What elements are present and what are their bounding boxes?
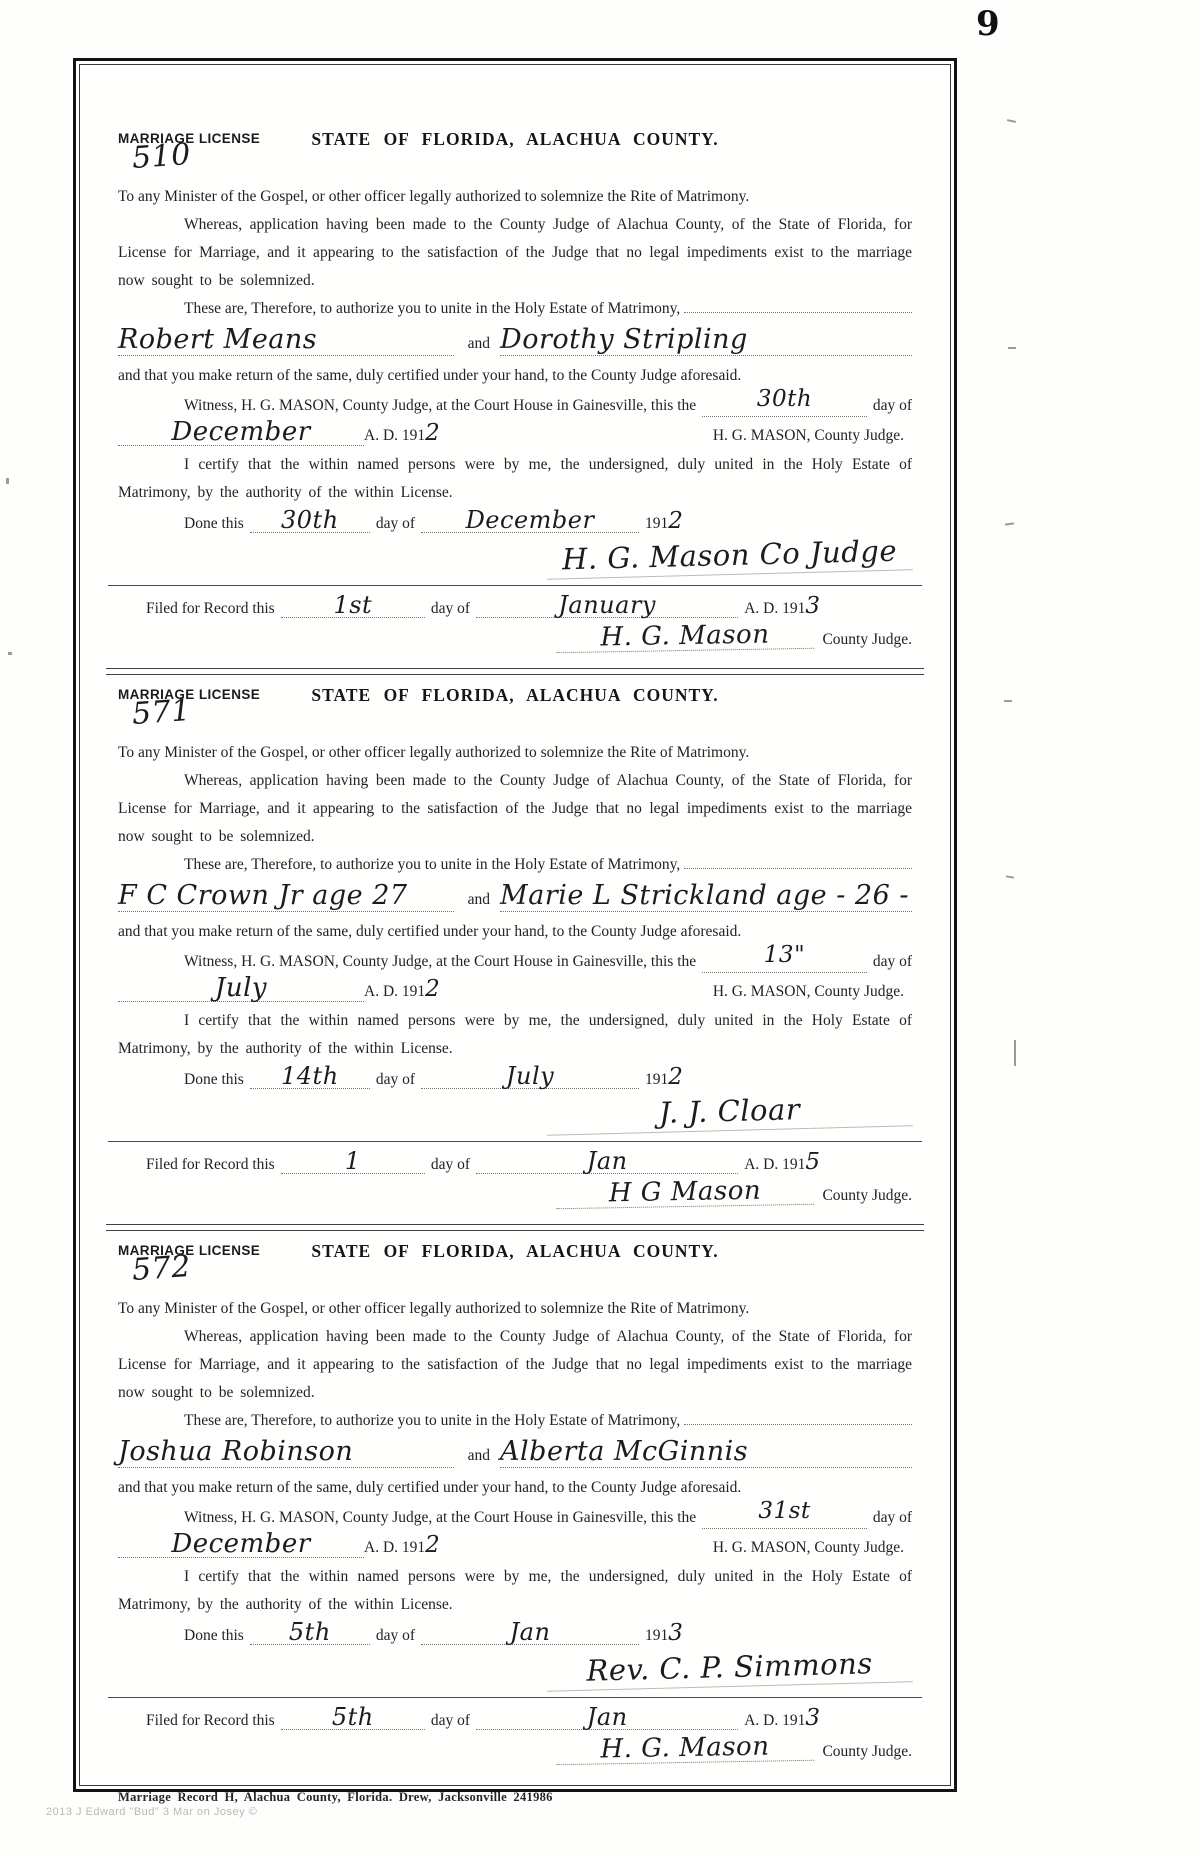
scan-artifact xyxy=(1014,1040,1016,1066)
blank-line xyxy=(684,853,912,870)
day-of-label: day of xyxy=(375,1071,416,1088)
filed-row xyxy=(118,1704,912,1734)
filed-year-digit-handwritten: 3 xyxy=(805,593,820,619)
filed-row xyxy=(118,1148,912,1178)
clerk-signature-handwritten: H. G. Mason xyxy=(556,1732,814,1765)
groom-name-handwritten: Robert Means xyxy=(118,325,454,356)
witness-text: Witness, H. G. MASON, County Judge, at the Court House in Gainesville, this the xyxy=(184,397,697,414)
witness-day-handwritten: 13" xyxy=(702,947,867,973)
clerk-signature-row xyxy=(118,619,912,656)
license-number: 571 xyxy=(130,692,192,733)
witness-month-handwritten: December xyxy=(118,419,364,446)
filed-row xyxy=(118,592,912,622)
scan-artifact xyxy=(8,652,12,655)
addressee-line: To any Minister of the Gospel, or other officer legally authorized to solemnize the Rite of Matrimony. xyxy=(118,188,750,205)
marriage-license-block xyxy=(118,1241,912,1768)
document-border-frame xyxy=(73,58,957,1804)
authorize-line xyxy=(118,1407,912,1435)
day-of-label: day of xyxy=(375,515,416,532)
return-line: and that you make return of the same, duly certified under your hand, to the County Judge aforesaid. xyxy=(118,923,742,940)
authorize-text: These are, Therefore, to authorize you to unite in the Holy Estate of Matrimony, xyxy=(184,1412,681,1429)
filed-month-handwritten: January xyxy=(476,593,738,618)
groom-name-handwritten: F C Crown Jr age 27 xyxy=(118,881,454,912)
clerk-signature-handwritten: H. G. Mason xyxy=(556,620,814,653)
addressee-line: To any Minister of the Gospel, or other officer legally authorized to solemnize the Rite of Matrimony. xyxy=(118,744,750,761)
witness-month-handwritten: July xyxy=(118,975,364,1002)
done-month-handwritten: December xyxy=(421,508,639,533)
month-row xyxy=(118,419,912,451)
scan-artifact xyxy=(6,478,9,484)
year-prefix: 191 xyxy=(645,1627,669,1644)
ad-year-prefix: A. D. 191 xyxy=(364,427,426,444)
addressee-line: To any Minister of the Gospel, or other officer legally authorized to solemnize the Rite of Matrimony. xyxy=(118,1300,750,1317)
ad-year-prefix: A. D. 191 xyxy=(744,600,806,617)
license-header xyxy=(118,1241,912,1293)
ad-year-prefix: A. D. 191 xyxy=(744,1712,806,1729)
scan-artifact xyxy=(1005,522,1014,525)
officiant-signature-row xyxy=(118,1092,912,1131)
whereas-paragraph: Whereas, application having been made to the County Judge of Alachua County, of the State of Florida, for License for Marriage, and it appearing to the satisfaction of the Judge that no legal impediments exist to the marriage now sought to be solemnized. xyxy=(118,1328,912,1401)
done-row xyxy=(118,1063,912,1095)
record-divider xyxy=(108,1141,922,1142)
filed-label: Filed for Record this xyxy=(146,1712,275,1729)
authorize-line xyxy=(118,295,912,323)
names-row xyxy=(118,325,912,361)
authorize-text: These are, Therefore, to authorize you to unite in the Holy Estate of Matrimony, xyxy=(184,300,681,317)
filed-year-digit-handwritten: 5 xyxy=(805,1149,820,1175)
record-divider xyxy=(108,1697,922,1698)
done-day-handwritten: 5th xyxy=(250,1620,370,1645)
and-word: and xyxy=(467,1447,491,1464)
scan-artifact xyxy=(1006,875,1014,878)
authorize-line xyxy=(118,851,912,879)
day-of-label: day of xyxy=(430,1156,471,1173)
officiant-signature-handwritten: Rev. C. P. Simmons xyxy=(546,1646,912,1692)
certify-paragraph: I certify that the within named persons were by me, the undersigned, duly united in the Holy Estate of Matrimony, by the authority of the within License. xyxy=(118,456,912,501)
blank-line xyxy=(684,297,912,314)
license-label: MARRIAGE LICENSE xyxy=(118,687,261,702)
document-title: STATE OF FLORIDA, ALACHUA COUNTY. xyxy=(311,1241,719,1261)
witness-day-handwritten: 31st xyxy=(702,1503,867,1529)
record-divider xyxy=(108,585,922,586)
done-year-digit-handwritten: 2 xyxy=(668,508,683,534)
and-word: and xyxy=(467,891,491,908)
day-of-label: day of xyxy=(375,1627,416,1644)
license-header xyxy=(118,129,912,181)
officiant-signature-handwritten: J. J. Cloar xyxy=(546,1090,912,1136)
witness-day-handwritten: 30th xyxy=(702,391,867,417)
year-prefix: 191 xyxy=(645,515,669,532)
clerk-signature-handwritten: H G Mason xyxy=(556,1176,814,1209)
done-year-digit-handwritten: 3 xyxy=(668,1620,683,1646)
day-of-label: day of xyxy=(872,1509,912,1526)
whereas-paragraph: Whereas, application having been made to the County Judge of Alachua County, of the State of Florida, for License for Marriage, and it appearing to the satisfaction of the Judge that no legal impediments exist to the marriage now sought to be solemnized. xyxy=(118,772,912,845)
judge-name-right: H. G. MASON, County Judge. xyxy=(712,983,904,1000)
filed-label: Filed for Record this xyxy=(146,600,275,617)
officiant-signature-row xyxy=(118,533,912,577)
filed-day-handwritten: 1 xyxy=(281,1149,425,1174)
done-year-digit-handwritten: 2 xyxy=(668,1064,683,1090)
witness-row xyxy=(118,386,912,419)
ad-year-prefix: A. D. 191 xyxy=(364,983,426,1000)
witness-row xyxy=(118,1498,912,1531)
day-of-label: day of xyxy=(430,600,471,617)
authorize-text: These are, Therefore, to authorize you to unite in the Holy Estate of Matrimony, xyxy=(184,856,681,873)
page-number: 9 xyxy=(976,4,1000,44)
day-of-label: day of xyxy=(872,397,912,414)
done-month-handwritten: Jan xyxy=(421,1620,639,1645)
watermark-text: 2013 J Edward "Bud" 3 Mar on Josey © xyxy=(46,1806,258,1818)
done-row xyxy=(118,1619,912,1651)
witness-year-digit-handwritten: 2 xyxy=(425,420,440,446)
judge-name-right: H. G. MASON, County Judge. xyxy=(712,427,904,444)
day-of-label: day of xyxy=(430,1712,471,1729)
filed-label: Filed for Record this xyxy=(146,1156,275,1173)
month-row xyxy=(118,1531,912,1563)
county-judge-label: County Judge. xyxy=(822,1743,912,1760)
witness-row xyxy=(118,942,912,975)
ad-year-prefix: A. D. 191 xyxy=(364,1539,426,1556)
county-judge-label: County Judge. xyxy=(822,631,912,648)
witness-text: Witness, H. G. MASON, County Judge, at the Court House in Gainesville, this the xyxy=(184,1509,697,1526)
section-divider xyxy=(106,1224,924,1231)
ad-year-prefix: A. D. 191 xyxy=(744,1156,806,1173)
license-number: 572 xyxy=(130,1248,192,1289)
filed-day-handwritten: 5th xyxy=(281,1705,425,1730)
day-of-label: day of xyxy=(872,953,912,970)
officiant-signature-handwritten: H. G. Mason Co Judge xyxy=(546,534,912,580)
done-day-handwritten: 14th xyxy=(250,1064,370,1089)
scan-artifact xyxy=(1008,347,1016,349)
bride-name-handwritten: Alberta McGinnis xyxy=(500,1437,912,1468)
done-label: Done this xyxy=(184,1071,244,1088)
scan-artifact xyxy=(1007,119,1016,123)
scan-artifact xyxy=(1004,700,1012,702)
witness-year-digit-handwritten: 2 xyxy=(425,1532,440,1558)
witness-text: Witness, H. G. MASON, County Judge, at the Court House in Gainesville, this the xyxy=(184,953,697,970)
blank-line xyxy=(684,1409,912,1426)
whereas-paragraph: Whereas, application having been made to the County Judge of Alachua County, of the State of Florida, for License for Marriage, and it appearing to the satisfaction of the Judge that no legal impediments exist to the marriage now sought to be solemnized. xyxy=(118,216,912,289)
certify-paragraph: I certify that the within named persons were by me, the undersigned, duly united in the Holy Estate of Matrimony, by the authority of the within License. xyxy=(118,1012,912,1057)
document-title: STATE OF FLORIDA, ALACHUA COUNTY. xyxy=(311,685,719,705)
month-row xyxy=(118,975,912,1007)
year-prefix: 191 xyxy=(645,1071,669,1088)
marriage-license-block xyxy=(118,685,912,1212)
section-divider xyxy=(106,668,924,675)
names-row xyxy=(118,881,912,917)
license-label: MARRIAGE LICENSE xyxy=(118,1243,261,1258)
witness-year-digit-handwritten: 2 xyxy=(425,976,440,1002)
done-day-handwritten: 30th xyxy=(250,508,370,533)
clerk-signature-row xyxy=(118,1175,912,1212)
bride-name-handwritten: Marie L Strickland age - 26 - xyxy=(500,881,912,912)
done-label: Done this xyxy=(184,1627,244,1644)
document-content xyxy=(79,64,951,1804)
filed-day-handwritten: 1st xyxy=(281,593,425,618)
filed-month-handwritten: Jan xyxy=(476,1705,738,1730)
document-title: STATE OF FLORIDA, ALACHUA COUNTY. xyxy=(311,129,719,149)
marriage-license-block xyxy=(118,129,912,656)
done-row xyxy=(118,507,912,539)
record-book-footer: Marriage Record H, Alachua County, Florida. Drew, Jacksonville 241986 xyxy=(118,1790,553,1804)
return-line: and that you make return of the same, duly certified under your hand, to the County Judge aforesaid. xyxy=(118,367,742,384)
officiant-signature-row xyxy=(118,1646,912,1688)
done-label: Done this xyxy=(184,515,244,532)
filed-year-digit-handwritten: 3 xyxy=(805,1705,820,1731)
judge-name-right: H. G. MASON, County Judge. xyxy=(712,1539,904,1556)
done-month-handwritten: July xyxy=(421,1064,639,1089)
bride-name-handwritten: Dorothy Stripling xyxy=(500,325,912,356)
clerk-signature-row xyxy=(118,1731,912,1768)
license-header xyxy=(118,685,912,737)
return-line: and that you make return of the same, duly certified under your hand, to the County Judge aforesaid. xyxy=(118,1479,742,1496)
license-label: MARRIAGE LICENSE xyxy=(118,131,261,146)
filed-month-handwritten: Jan xyxy=(476,1149,738,1174)
license-number: 510 xyxy=(130,136,192,177)
and-word: and xyxy=(467,335,491,352)
certify-paragraph: I certify that the within named persons were by me, the undersigned, duly united in the Holy Estate of Matrimony, by the authority of the within License. xyxy=(118,1568,912,1613)
county-judge-label: County Judge. xyxy=(822,1187,912,1204)
names-row xyxy=(118,1437,912,1473)
groom-name-handwritten: Joshua Robinson xyxy=(118,1437,454,1468)
witness-month-handwritten: December xyxy=(118,1531,364,1558)
